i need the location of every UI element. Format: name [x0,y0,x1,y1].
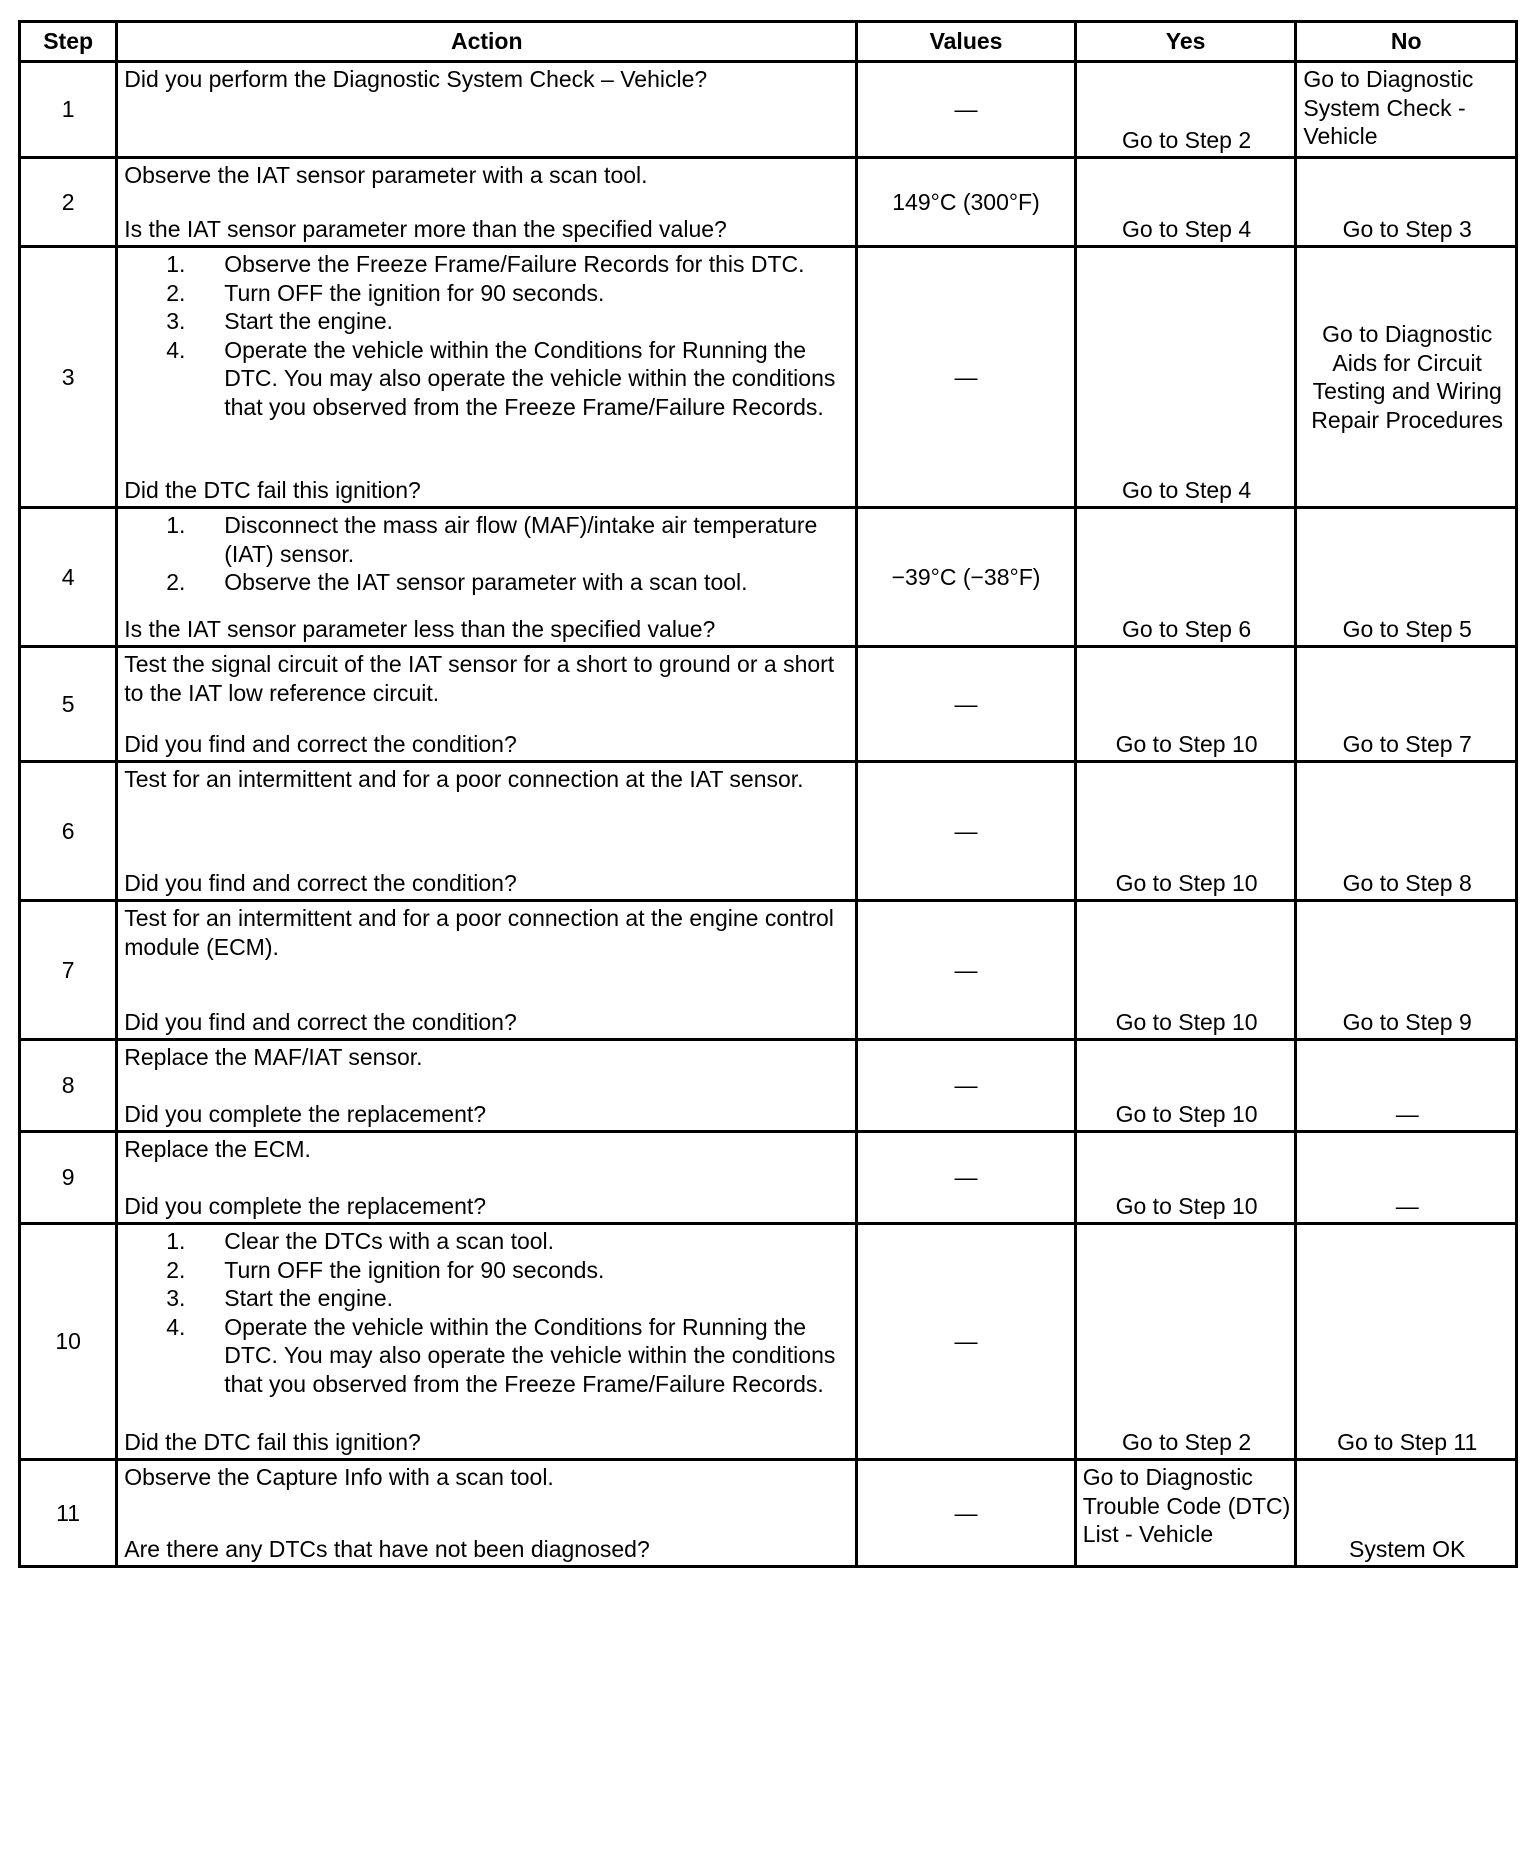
yes-content [1077,902,1295,1038]
action-intro: Did you perform the Diagnostic System Check – Vehicle? [124,66,708,92]
procedure-number-label: 4. [166,1313,186,1340]
procedure-item [124,1227,849,1256]
action-cell [117,1224,857,1460]
yes-link[interactable]: Go to Step 10 [1115,869,1258,896]
yes-link[interactable]: Go to Step 4 [1122,215,1252,242]
action-top [124,904,849,961]
yes-link[interactable]: Go to Step 10 [1115,1192,1258,1219]
values-cell: — [857,62,1076,158]
action-top [124,650,849,707]
yes-content [1077,763,1295,899]
no-cell [1296,158,1517,247]
no-link[interactable]: System OK [1349,1535,1466,1562]
yes-cell [1075,158,1296,247]
action-content [118,159,855,245]
step-number: 2 [20,158,117,247]
procedure-item-text: Disconnect the mass air flow (MAF)/intake air temperature (IAT) sensor. [224,512,818,567]
yes-link[interactable]: Go to Step 4 [1122,476,1252,503]
action-content [118,1461,855,1565]
procedure-item-number [124,511,224,568]
action-top [124,1463,849,1492]
no-content [1297,63,1515,156]
action-cell [117,647,857,762]
procedure-item [124,336,849,422]
no-link: — [1395,1192,1419,1219]
step-number: 9 [20,1132,117,1224]
action-top [124,765,849,794]
no-content [1297,509,1515,645]
yes-cell [1075,1040,1296,1132]
action-top [124,1135,849,1164]
table-row [20,1224,1517,1460]
action-question: Did the DTC fail this ignition? [124,1428,421,1455]
action-cell [117,762,857,901]
action-cell [117,901,857,1040]
no-cell [1296,508,1517,647]
yes-cell [1075,1132,1296,1224]
step-number: 6 [20,762,117,901]
step-number: 11 [20,1460,117,1567]
action-question: Did you find and correct the condition? [124,730,517,757]
values-cell: — [857,762,1076,901]
yes-content [1077,63,1295,156]
action-question: Did the DTC fail this ignition? [124,476,421,503]
action-intro: Replace the MAF/IAT sensor. [124,1044,423,1070]
action-cell [117,158,857,247]
no-link[interactable]: Go to Step 11 [1337,1428,1478,1455]
action-top [124,1043,849,1072]
values-cell: −39°C (−38°F) [857,508,1076,647]
procedure-item [124,1313,849,1399]
header-step: Step [20,22,117,62]
table-row [20,508,1517,647]
procedure-number-label: 2. [166,279,186,306]
procedure-number-label: 1. [166,512,186,538]
procedure-item-number [124,568,224,597]
action-intro: Replace the ECM. [124,1136,311,1162]
action-cell [117,1460,857,1567]
procedure-number-label: 3. [166,308,186,334]
action-cell [117,1040,857,1132]
yes-content [1077,1041,1295,1130]
table-row [20,1460,1517,1567]
procedure-item [124,511,849,568]
yes-content [1077,1225,1295,1458]
no-link[interactable]: Go to Step 5 [1342,615,1472,642]
table-row [20,62,1517,158]
procedure-item-text: Turn OFF the ignition for 90 seconds. [224,1256,605,1283]
no-link[interactable]: Go to Diagnostic System Check - Vehicle [1303,66,1474,149]
yes-cell [1075,1224,1296,1460]
action-content [118,1225,855,1458]
step-number: 10 [20,1224,117,1460]
yes-cell [1075,1460,1296,1567]
procedure-item-text: Operate the vehicle within the Conditions for Running the DTC. You may also operate the vehicle within the conditions that you observed from the Freeze Frame/Failure Records. [224,336,836,420]
action-top [124,161,849,190]
values-cell: — [857,647,1076,762]
yes-cell [1075,762,1296,901]
yes-cell [1075,901,1296,1040]
action-content [118,248,855,506]
no-link[interactable]: Go to Diagnostic Aids for Circuit Testing and Wiring Repair Procedures [1311,321,1504,433]
action-content [118,509,855,645]
procedure-item-text: Turn OFF the ignition for 90 seconds. [224,279,605,306]
action-question: Did you complete the replacement? [124,1192,487,1219]
no-cell [1296,901,1517,1040]
values-cell: — [857,247,1076,508]
no-cell [1296,1132,1517,1224]
values-cell: — [857,1040,1076,1132]
table-row [20,1132,1517,1224]
yes-link[interactable]: Go to Step 6 [1122,615,1252,642]
action-procedure-list [124,511,849,597]
header-action: Action [117,22,857,62]
yes-link[interactable]: Go to Step 10 [1115,1100,1258,1127]
procedure-item-number [124,250,224,279]
procedure-number-label: 2. [166,1256,186,1283]
no-link[interactable]: Go to Step 8 [1342,869,1472,896]
table-row [20,247,1517,508]
values-cell: — [857,1224,1076,1460]
action-cell [117,508,857,647]
table-row [20,1040,1517,1132]
procedure-number-label: 2. [166,569,186,595]
procedure-item [124,1256,849,1285]
action-content [118,1041,855,1130]
procedure-number-label: 4. [166,336,186,363]
action-question: Is the IAT sensor parameter more than the specified value? [124,215,727,242]
procedure-item-text: Clear the DTCs with a scan tool. [224,1228,555,1254]
action-top [124,65,849,94]
procedure-item-text: Start the engine. [224,1285,394,1311]
step-number: 7 [20,901,117,1040]
yes-link[interactable]: Go to Step 2 [1122,126,1252,153]
action-question: Is the IAT sensor parameter less than the specified value? [124,615,716,642]
procedure-number-label: 1. [166,251,186,277]
procedure-item-number [124,279,224,308]
action-procedure-list [124,1227,849,1398]
procedure-item [124,279,849,308]
no-cell [1296,762,1517,901]
table-row [20,158,1517,247]
values-cell: 149°C (300°F) [857,158,1076,247]
no-cell [1296,1040,1517,1132]
procedure-item-text: Start the engine. [224,308,394,334]
step-number: 8 [20,1040,117,1132]
procedure-item-text: Observe the Freeze Frame/Failure Records for this DTC. [224,251,805,277]
procedure-item-text: Observe the IAT sensor parameter with a scan tool. [224,569,748,595]
no-content [1297,1041,1515,1130]
yes-content [1077,1461,1295,1565]
diagnostic-table-sheet [18,20,1518,1568]
action-question: Did you complete the replacement? [124,1100,487,1127]
action-top [124,511,849,597]
step-number: 4 [20,508,117,647]
action-intro: Test the signal circuit of the IAT sensor for a short to ground or a short to the IAT low reference circuit. [124,651,835,706]
no-link[interactable]: Go to Step 9 [1342,1008,1472,1035]
yes-link[interactable]: Go to Step 10 [1115,1008,1258,1035]
yes-cell [1075,647,1296,762]
no-content [1297,1461,1515,1565]
no-content [1297,763,1515,899]
step-number: 3 [20,247,117,508]
no-content [1297,902,1515,1038]
step-number: 1 [20,62,117,158]
action-cell [117,62,857,158]
yes-link[interactable]: Go to Diagnostic Trouble Code (DTC) List - Vehicle [1082,1464,1291,1547]
action-question: Are there any DTCs that have not been diagnosed? [124,1535,650,1562]
procedure-item-number [124,1313,224,1399]
no-cell [1296,647,1517,762]
values-cell: — [857,1132,1076,1224]
action-question: Did you find and correct the condition? [124,869,517,896]
procedure-item-text: Operate the vehicle within the Conditions for Running the DTC. You may also operate the vehicle within the conditions that you observed from the Freeze Frame/Failure Records. [224,1313,836,1397]
values-cell: — [857,1460,1076,1567]
procedure-item-number [124,1227,224,1256]
no-content [1297,248,1515,506]
no-cell [1296,247,1517,508]
procedure-item-number [124,336,224,422]
action-top [124,250,849,421]
header-yes: Yes [1075,22,1296,62]
action-cell [117,247,857,508]
procedure-item [124,307,849,336]
procedure-number-label: 3. [166,1285,186,1311]
action-intro: Observe the IAT sensor parameter with a scan tool. [124,162,648,188]
no-content [1297,1225,1515,1458]
action-procedure-list [124,250,849,421]
yes-link[interactable]: Go to Step 10 [1115,730,1258,757]
action-content [118,763,855,899]
header-row [20,22,1517,62]
action-content [118,902,855,1038]
diagnostic-table [18,20,1518,1568]
table-body [20,62,1517,1567]
procedure-item-number [124,307,224,336]
yes-cell [1075,247,1296,508]
action-intro: Test for an intermittent and for a poor connection at the IAT sensor. [124,766,804,792]
procedure-item [124,568,849,597]
action-content [118,1133,855,1222]
procedure-item-number [124,1256,224,1285]
yes-cell [1075,508,1296,647]
action-cell [117,1132,857,1224]
action-content [118,648,855,760]
action-question: Did you find and correct the condition? [124,1008,517,1035]
no-link[interactable]: Go to Step 3 [1342,215,1472,242]
values-cell: — [857,901,1076,1040]
yes-link[interactable]: Go to Step 2 [1122,1428,1252,1455]
action-content [118,63,855,156]
no-content [1297,648,1515,760]
header-no: No [1296,22,1517,62]
table-row [20,762,1517,901]
no-link[interactable]: Go to Step 7 [1342,730,1472,757]
procedure-item-number [124,1284,224,1313]
no-link: — [1395,1100,1419,1127]
action-intro: Observe the Capture Info with a scan tool. [124,1464,554,1490]
no-cell [1296,62,1517,158]
yes-content [1077,1133,1295,1222]
header-values: Values [857,22,1076,62]
yes-cell [1075,62,1296,158]
yes-content [1077,159,1295,245]
table-row [20,901,1517,1040]
yes-content [1077,248,1295,506]
table-row [20,647,1517,762]
no-cell [1296,1460,1517,1567]
step-number: 5 [20,647,117,762]
no-content [1297,1133,1515,1222]
action-intro: Test for an intermittent and for a poor connection at the engine control module (ECM). [124,905,834,960]
yes-content [1077,648,1295,760]
yes-content [1077,509,1295,645]
procedure-item [124,1284,849,1313]
no-content [1297,159,1515,245]
action-top [124,1227,849,1398]
procedure-number-label: 1. [166,1228,186,1254]
no-cell [1296,1224,1517,1460]
procedure-item [124,250,849,279]
